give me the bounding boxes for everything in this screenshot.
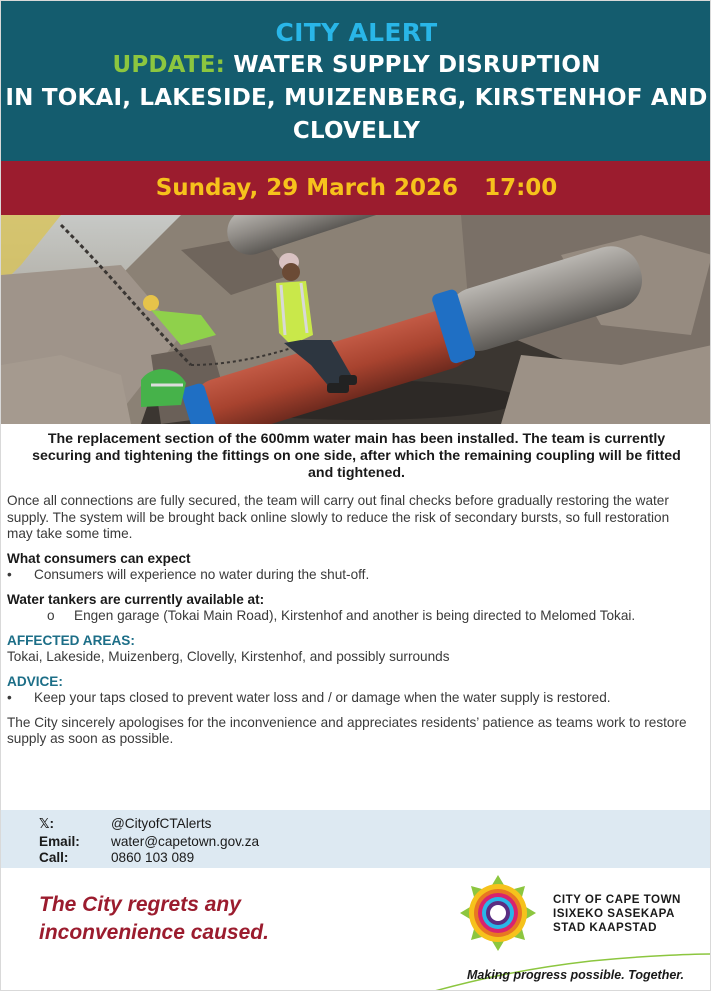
city-logo-text: CITY OF CAPE TOWN ISIXEKO SASEKAPA STAD KAAPSTAD	[553, 893, 681, 934]
x-label: 𝕏:	[39, 816, 55, 832]
advice-item-text: Keep your taps closed to prevent water loss and / or damage when the water supply is restored.	[34, 690, 611, 705]
expect-item-text: Consumers will experience no water during the shut-off.	[34, 567, 370, 582]
photo-illustration	[1, 215, 711, 424]
contact-row-email	[39, 834, 711, 851]
sub-bullet-icon: o	[47, 608, 55, 623]
areas-heading: AFFECTED AREAS:	[7, 632, 135, 648]
update-prefix: UPDATE:	[112, 52, 226, 78]
x-logo-icon: 𝕏	[39, 817, 50, 832]
contact-row-x	[39, 816, 711, 834]
closing-paragraph: The City sincerely apologises for the inconvenience and appreciates residents’ patience as teams work to restore supply as soon as possible.	[7, 714, 687, 746]
bullet-icon: •	[7, 567, 12, 582]
email-link[interactable]: water@capetown.gov.za	[111, 833, 260, 849]
expect-list-item	[7, 567, 697, 584]
time-text: 17:00	[484, 175, 558, 201]
header-banner	[1, 1, 711, 161]
pipe-repair-photo	[1, 215, 711, 424]
title-line-3: CLOVELLY	[292, 118, 421, 144]
contact-box	[1, 810, 711, 868]
date-band	[1, 161, 711, 215]
email-label: Email:	[39, 833, 80, 849]
phone-number[interactable]: 0860 103 089	[111, 850, 195, 865]
tankers-heading: Water tankers are currently available at:	[7, 591, 265, 607]
date-text: Sunday, 29 March 2026	[155, 175, 459, 201]
areas-text: Tokai, Lakeside, Muizenberg, Clovelly, Kirstenhof, and possibly surrounds	[7, 649, 450, 664]
advice-heading: ADVICE:	[7, 673, 63, 689]
city-logo-icon	[458, 873, 538, 953]
tagline: Making progress possible. Together.	[467, 968, 684, 982]
lead-paragraph: The replacement section of the 600mm water main has been installed. The team is currently securing and tightening the fittings on one side, after which the remaining coupling will be fitted and tightened.	[32, 431, 681, 481]
contact-row-call	[39, 850, 711, 867]
tankers-list-item	[7, 608, 697, 625]
x-handle-link[interactable]: @CityofCTAlerts	[111, 816, 212, 831]
advice-list-item	[7, 690, 697, 707]
title-line-1	[1, 49, 711, 82]
city-alert-label: CITY ALERT	[275, 18, 438, 47]
bullet-icon: •	[7, 690, 12, 705]
title-line-2: IN TOKAI, LAKESIDE, MUIZENBERG, KIRSTENHOF AND	[5, 85, 708, 111]
regret-message: The City regrets any inconvenience caused.	[39, 893, 269, 944]
intro-paragraph: Once all connections are fully secured, the team will carry out final checks before gradually restoring the water supply. The system will be brought back online slowly to reduce the risk of secondary bursts, so full restoration may take some time.	[7, 493, 670, 541]
expect-heading: What consumers can expect	[7, 550, 191, 566]
title-text-1: WATER SUPPLY DISRUPTION	[233, 52, 601, 78]
body-content	[7, 493, 697, 748]
call-label: Call:	[39, 850, 69, 865]
tankers-item-text: Engen garage (Tokai Main Road), Kirstenhof and another is being directed to Melomed Tokai.	[74, 608, 636, 623]
